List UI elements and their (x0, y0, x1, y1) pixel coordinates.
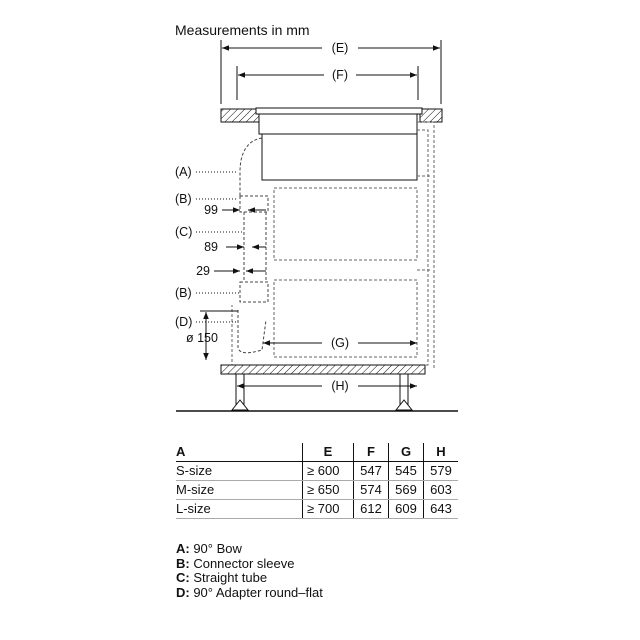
legend-key: D: (176, 584, 190, 600)
table-row (176, 500, 458, 519)
label-g: (G) (330, 336, 350, 350)
legend-item (176, 557, 323, 572)
g-cell: 545 (389, 462, 424, 481)
dimension-29 (196, 264, 266, 278)
h-cell: 643 (424, 500, 459, 519)
plinth (176, 365, 458, 411)
cooktop-body (259, 114, 417, 180)
label-h: (H) (331, 379, 349, 393)
e-cell: ≥ 650 (303, 481, 354, 500)
label-f: (F) (332, 68, 348, 82)
legend-item (176, 571, 323, 586)
label-e: (E) (331, 41, 349, 55)
table-row (176, 481, 458, 500)
legend-item (176, 586, 323, 601)
size-cell: S-size (176, 462, 303, 481)
dimension-99 (204, 203, 266, 217)
g-cell: 569 (389, 481, 424, 500)
dimension-g (263, 336, 417, 350)
dimension-h (237, 379, 417, 393)
label-150: ø 150 (186, 331, 218, 345)
page-title: Measurements in mm (175, 22, 310, 38)
e-cell: ≥ 700 (303, 500, 354, 519)
label-89: 89 (204, 240, 218, 254)
e-cell: ≥ 600 (303, 462, 354, 481)
legend-item (176, 542, 323, 557)
g-cell: 609 (389, 500, 424, 519)
table-header: H (424, 443, 459, 462)
legend-key: C: (176, 570, 190, 585)
table-header-row (176, 443, 458, 462)
label-99: 99 (204, 203, 218, 217)
dimension-f (237, 66, 418, 100)
table-header: E (303, 443, 354, 462)
callout-a (175, 165, 238, 179)
table-header: G (389, 443, 424, 462)
table-row (176, 462, 458, 481)
legend-text: Straight tube (189, 570, 268, 585)
label-c: (C) (175, 225, 193, 239)
callout-c (175, 225, 244, 239)
callout-b-lower (175, 286, 240, 300)
legend-key: A: (176, 541, 190, 556)
label-b-upper: (B) (175, 192, 192, 206)
h-cell: 603 (424, 481, 459, 500)
size-cell: L-size (176, 500, 303, 519)
f-cell: 574 (354, 481, 389, 500)
dimension-150 (186, 311, 238, 360)
table-header: A (176, 443, 303, 462)
dimension-e (221, 40, 441, 104)
parts-legend (176, 542, 323, 600)
legend-key: B: (176, 555, 190, 571)
dimensions-table (176, 443, 458, 519)
h-cell: 579 (424, 462, 459, 481)
legend-text: 90° Adapter round–flat (189, 584, 323, 600)
size-cell: M-size (176, 481, 303, 500)
table-header: F (354, 443, 389, 462)
label-a: (A) (175, 165, 192, 179)
f-cell: 547 (354, 462, 389, 481)
legend-text: 90° Bow (189, 541, 242, 556)
label-d: (D) (175, 315, 193, 329)
dimension-89 (204, 240, 266, 254)
label-29: 29 (196, 264, 210, 278)
label-b-lower: (B) (175, 286, 192, 300)
legend-text: Connector sleeve (189, 555, 295, 571)
f-cell: 612 (354, 500, 389, 519)
